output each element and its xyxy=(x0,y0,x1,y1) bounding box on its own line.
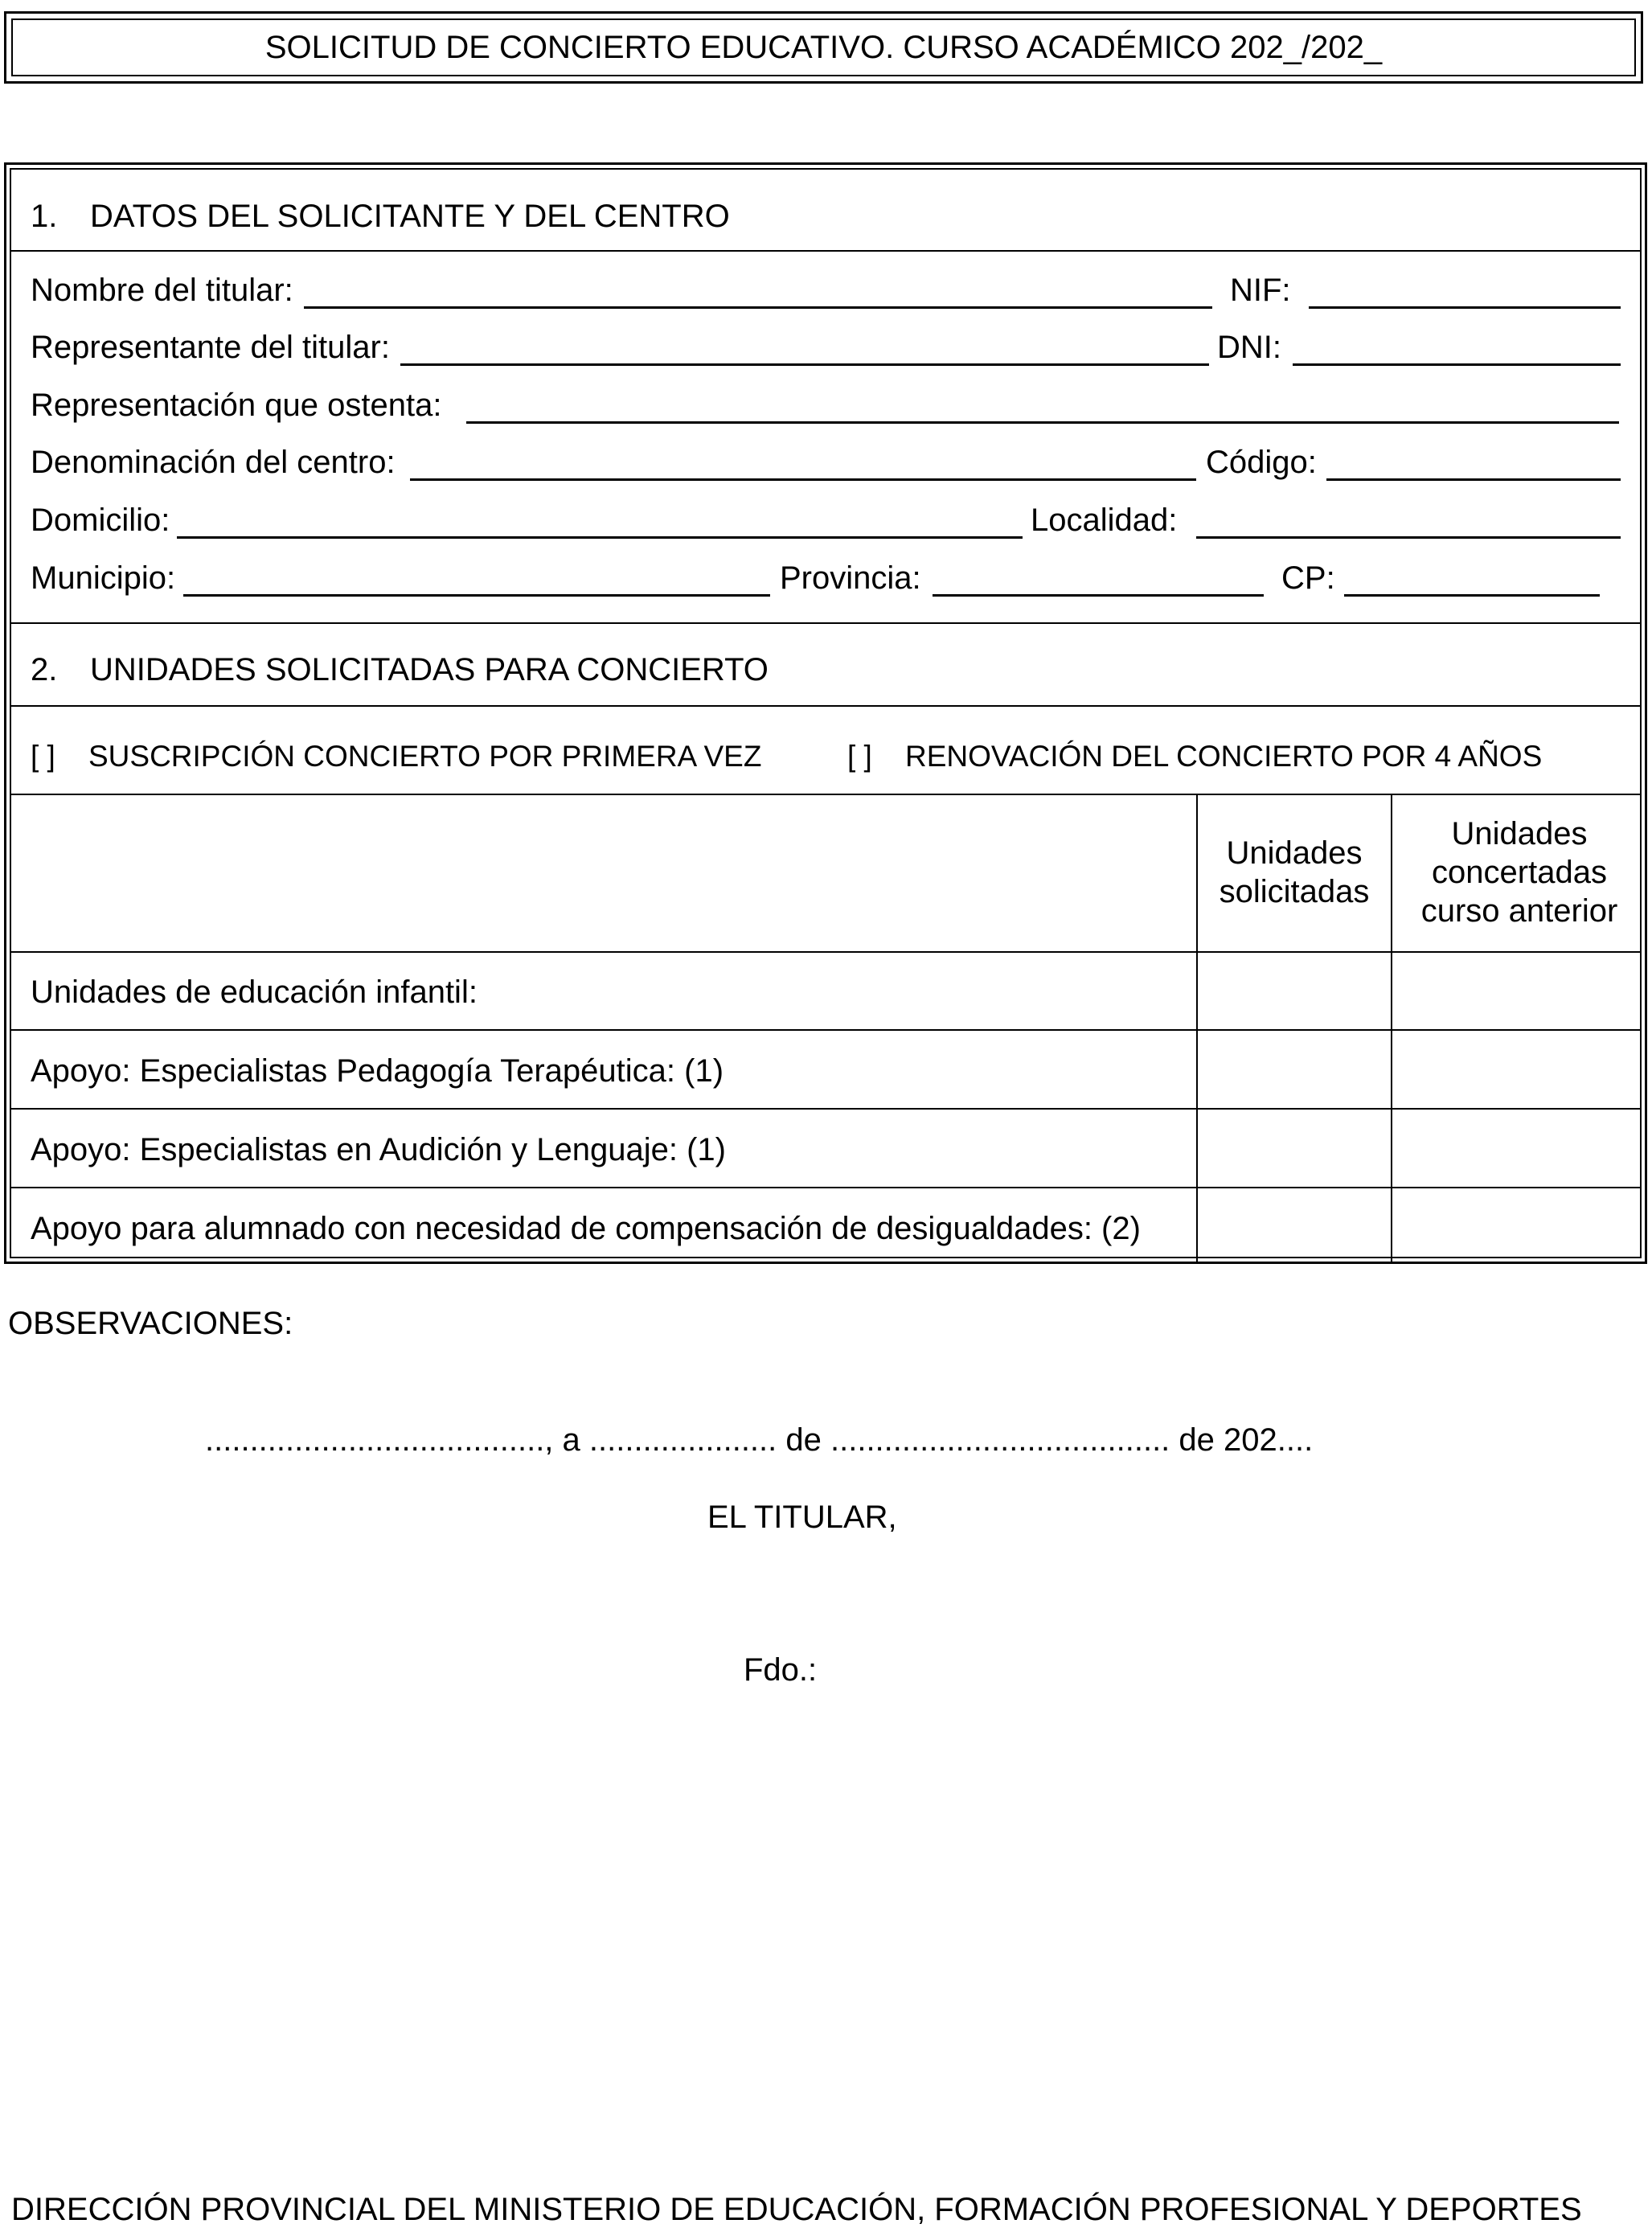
col-header-line: solicitadas xyxy=(1219,874,1370,909)
cell-anterior-compensacion[interactable] xyxy=(1392,1188,1646,1263)
input-domicilio[interactable] xyxy=(177,536,1023,539)
input-dni[interactable] xyxy=(1293,363,1621,366)
col-header-line: concertadas xyxy=(1432,855,1607,890)
label-dni: DNI: xyxy=(1217,330,1281,365)
divider xyxy=(11,250,1640,252)
input-municipio[interactable] xyxy=(183,594,770,597)
label-representacion: Representación que ostenta: xyxy=(31,388,442,423)
divider xyxy=(11,705,1640,707)
cell-solicitadas-pt[interactable] xyxy=(1198,1031,1391,1108)
observaciones-label: OBSERVACIONES: xyxy=(8,1306,293,1341)
cell-anterior-infantil[interactable] xyxy=(1392,953,1646,1029)
footer-text: DIRECCIÓN PROVINCIAL DEL MINISTERIO DE EDUCACIÓN, FORMACIÓN PROFESIONAL Y DEPORTES xyxy=(11,2192,1582,2227)
checkbox-renovacion[interactable]: [ ] xyxy=(847,740,872,773)
label-nif: NIF: xyxy=(1230,273,1291,308)
section2-number: 2. xyxy=(31,652,58,687)
input-provincia[interactable] xyxy=(933,594,1264,597)
form-inner xyxy=(10,168,1642,1258)
input-representante[interactable] xyxy=(400,363,1209,366)
document-title: SOLICITUD DE CONCIERTO EDUCATIVO. CURSO ACADÉMICO 202_/202_ xyxy=(11,18,1636,76)
place-date-line: ......................................, a ..................... de ...................................... de 202.... xyxy=(205,1422,1314,1458)
label-domicilio: Domicilio: xyxy=(31,503,170,538)
fdo-label: Fdo.: xyxy=(744,1652,818,1688)
checkbox-primera-vez[interactable]: [ ] xyxy=(31,740,55,773)
section1-heading: DATOS DEL SOLICITANTE Y DEL CENTRO xyxy=(90,199,730,234)
label-codigo: Código: xyxy=(1206,445,1317,480)
section2-heading: UNIDADES SOLICITADAS PARA CONCIERTO xyxy=(90,652,769,687)
label-provincia: Provincia: xyxy=(780,560,921,596)
input-localidad[interactable] xyxy=(1196,536,1621,539)
option-renovacion-label: RENOVACIÓN DEL CONCIERTO POR 4 AÑOS xyxy=(905,740,1543,773)
input-cp[interactable] xyxy=(1344,594,1600,597)
cell-anterior-pt[interactable] xyxy=(1392,1031,1646,1108)
input-nif[interactable] xyxy=(1309,306,1621,309)
input-representacion[interactable] xyxy=(466,421,1619,424)
input-denominacion[interactable] xyxy=(410,478,1196,481)
col-header-anterior xyxy=(1392,814,1646,930)
col-header-solicitadas xyxy=(1198,834,1391,911)
el-titular-label: EL TITULAR, xyxy=(707,1500,897,1535)
option-primera-vez-label: SUSCRIPCIÓN CONCIERTO POR PRIMERA VEZ xyxy=(88,740,762,773)
col-header-line: curso anterior xyxy=(1420,893,1618,929)
table-row-label: Apoyo para alumnado con necesidad de compensación de desigualdades: (2) xyxy=(31,1211,1141,1246)
cell-solicitadas-infantil[interactable] xyxy=(1198,953,1391,1029)
input-nombre-titular[interactable] xyxy=(304,306,1212,309)
label-localidad: Localidad: xyxy=(1031,503,1178,538)
label-cp: CP: xyxy=(1281,560,1335,596)
table-row-label: Unidades de educación infantil: xyxy=(31,974,478,1010)
col-header-line: Unidades xyxy=(1226,835,1363,871)
table-row-label: Apoyo: Especialistas Pedagogía Terapéutica: (1) xyxy=(31,1053,724,1089)
title-box xyxy=(4,11,1643,84)
divider xyxy=(11,794,1640,795)
label-municipio: Municipio: xyxy=(31,560,176,596)
cell-solicitadas-compensacion[interactable] xyxy=(1198,1188,1391,1263)
input-codigo[interactable] xyxy=(1326,478,1621,481)
cell-solicitadas-al[interactable] xyxy=(1198,1110,1391,1187)
label-nombre-titular: Nombre del titular: xyxy=(31,273,293,308)
form-box xyxy=(4,162,1647,1264)
col-header-line: Unidades xyxy=(1451,816,1588,851)
section1-number: 1. xyxy=(31,199,58,234)
table-row-label: Apoyo: Especialistas en Audición y Lenguaje: (1) xyxy=(31,1132,726,1167)
label-denominacion: Denominación del centro: xyxy=(31,445,396,480)
label-representante: Representante del titular: xyxy=(31,330,390,365)
cell-anterior-al[interactable] xyxy=(1392,1110,1646,1187)
divider xyxy=(11,622,1640,624)
